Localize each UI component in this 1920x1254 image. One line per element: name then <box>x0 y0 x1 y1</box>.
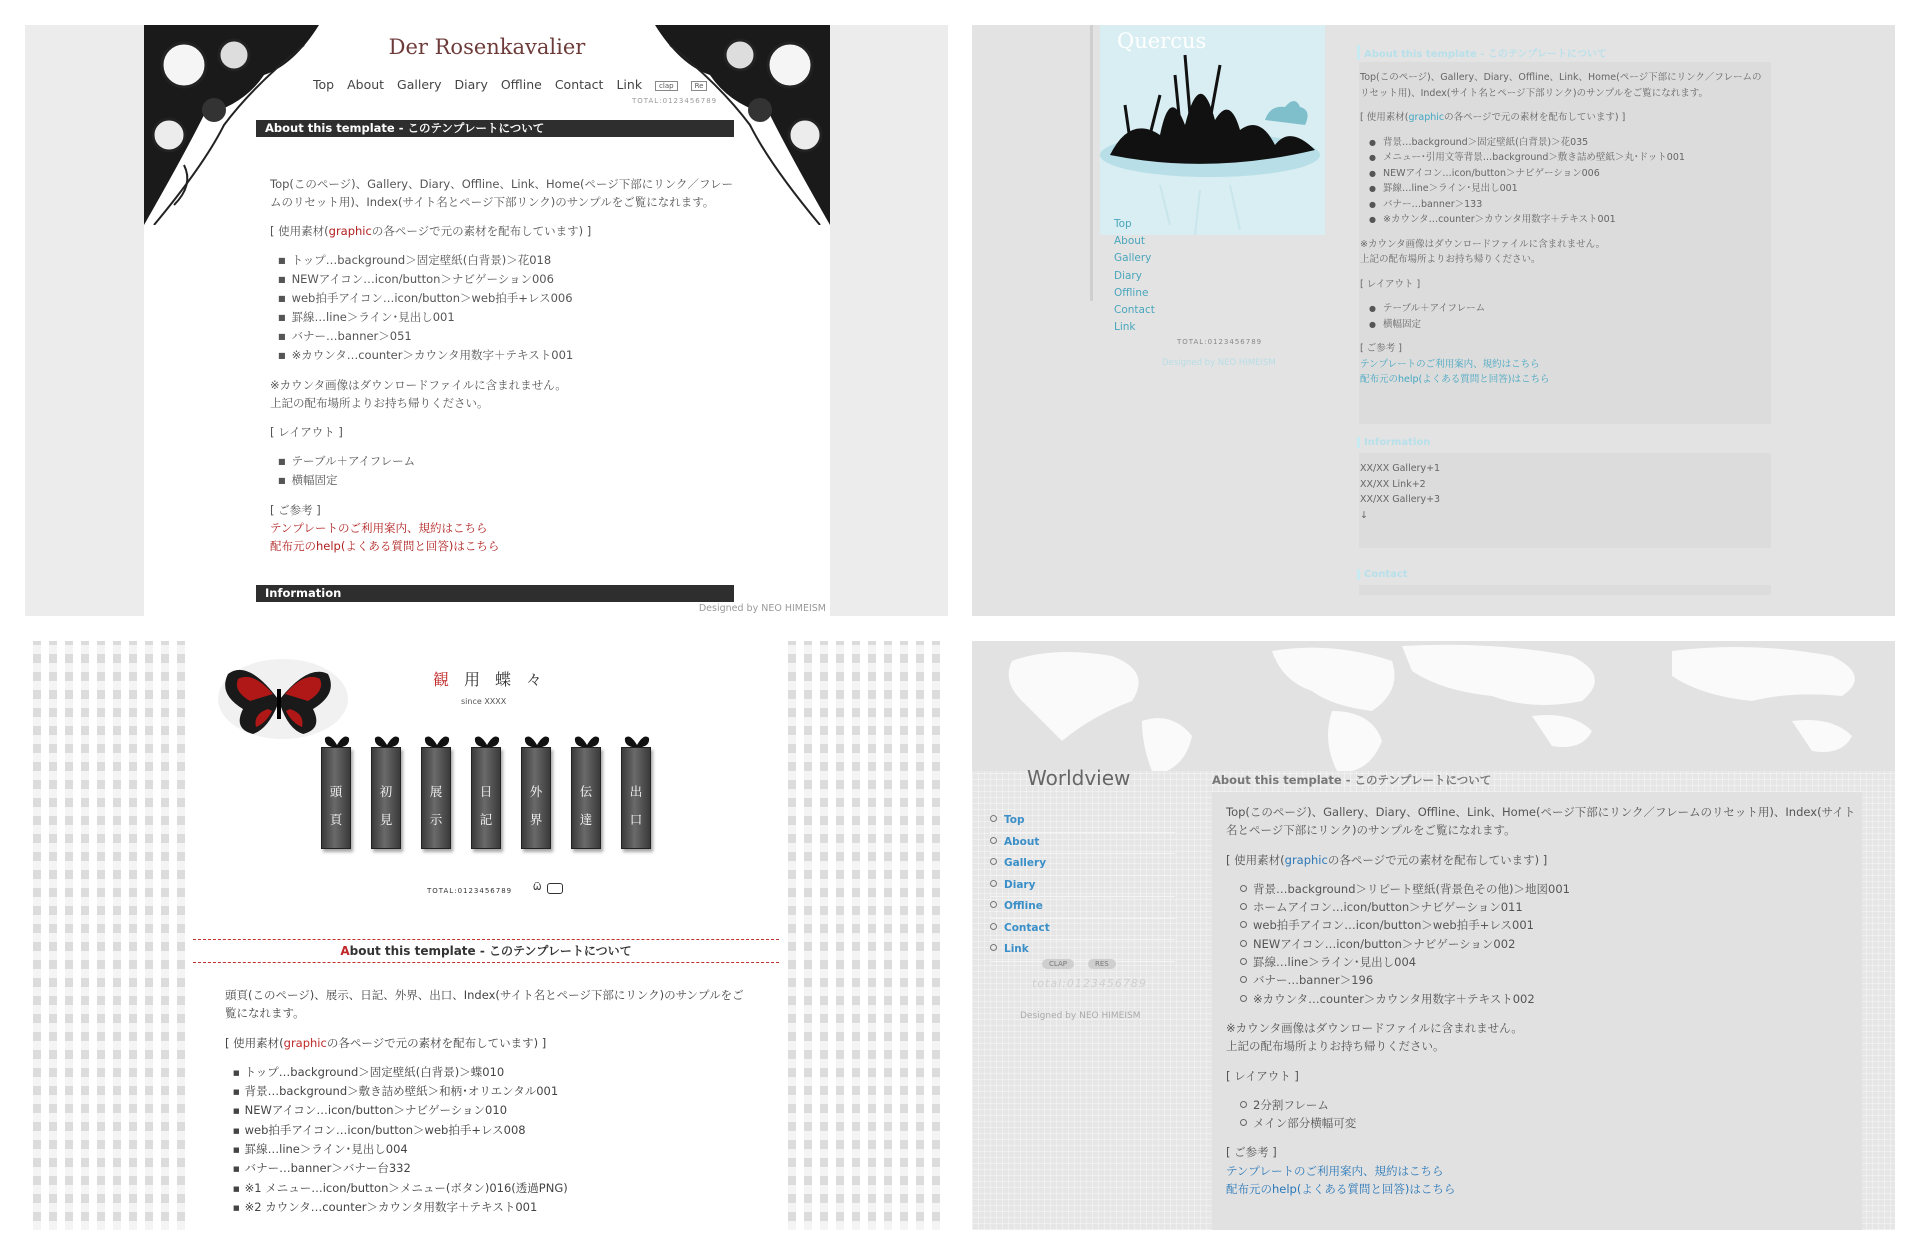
list-item: NEWアイコン…icon/button＞ナビゲーション002 <box>1240 935 1861 953</box>
nav-about-link[interactable]: About <box>1114 235 1146 248</box>
contact-box <box>1359 585 1771 595</box>
list-item: ■ web拍手アイコン…icon/button＞web拍手+レス008 <box>233 1121 750 1140</box>
list-item: ● ※カウンタ…counter＞カウンタ用数字＋テキスト001 <box>1369 212 1765 228</box>
nav-about-link[interactable]: About <box>990 833 1175 855</box>
nav-tag-char: 外 <box>529 784 543 799</box>
list-item: ■ ※2 カウンタ…counter＞カウンタ用数字＋テキスト001 <box>233 1198 750 1217</box>
list-item: XX/XX Link+2 <box>1360 478 1426 490</box>
res-icon[interactable] <box>547 883 563 894</box>
nav-tag-char: 初 <box>379 784 393 799</box>
nav-tag-char: 出 <box>629 784 643 799</box>
nav-diary-link[interactable]: Diary <box>454 77 488 92</box>
list-item: ● 罫線…line＞ライン･見出し001 <box>1369 181 1765 197</box>
terms-link[interactable]: テンプレートのご利用案内、規約はこちら <box>1226 1163 1444 1178</box>
about-section-header: About this template - このテンプレートについて <box>193 939 779 963</box>
contact-section-header: Contact <box>1357 569 1767 580</box>
list-item: ■ トップ…background＞固定壁紙(白背景)＞蝶010 <box>233 1063 750 1082</box>
designer-credit: Designed by NEO HIMEISM <box>1162 358 1276 368</box>
list-item: ■ トップ…background＞固定壁紙(白背景)＞花018 <box>278 251 735 270</box>
about-section-header: About this template - このテンプレートについて <box>1357 45 1767 60</box>
graphic-link[interactable]: graphic <box>1284 852 1328 867</box>
materials-list <box>1360 135 1765 228</box>
layout-heading: [ レイアウト ] <box>1360 278 1421 290</box>
list-item: ■ NEWアイコン…icon/button＞ナビゲーション010 <box>233 1101 750 1120</box>
res-button[interactable]: Re <box>691 81 708 91</box>
nav-tag-3[interactable] <box>421 747 451 849</box>
site-title: Worldview <box>1027 766 1131 790</box>
nav-tag-char: 界 <box>529 812 543 827</box>
site-title: 観用蝶々 <box>433 670 558 689</box>
list-item: ■ NEWアイコン…icon/button＞ナビゲーション006 <box>278 270 735 289</box>
page-body <box>144 25 830 616</box>
nav-tag-6[interactable] <box>571 747 601 849</box>
materials-list <box>225 1063 750 1217</box>
counter-note: ※カウンタ画像はダウンロードファイルに含まれません。 上記の配布場所よりお持ち帰りください。 <box>1360 238 1606 265</box>
list-item: ● テーブル＋アイフレーム <box>1369 301 1765 317</box>
list-item: ● NEWアイコン…icon/button＞ナビゲーション006 <box>1369 166 1765 182</box>
butterfly-template-preview <box>25 641 948 1230</box>
clap-buttons <box>1042 959 1130 969</box>
about-content <box>1360 70 1765 388</box>
circle-bullet-icon <box>990 815 997 822</box>
list-item: ■ テーブル＋アイフレーム <box>278 452 735 471</box>
site-title: Quercus <box>1117 29 1207 53</box>
access-counter: TOTAL:0123456789 <box>1177 338 1263 346</box>
site-title: Der Rosenkavalier <box>388 35 586 59</box>
nav-tag-7[interactable] <box>621 747 651 849</box>
graphic-link[interactable]: graphic <box>328 224 372 238</box>
clap-button[interactable]: clap <box>655 81 678 91</box>
about-content <box>270 175 735 555</box>
list-item: ※カウンタ…counter＞カウンタ用数字＋テキスト002 <box>1240 990 1861 1008</box>
list-item: ● バナー…banner＞133 <box>1369 197 1765 213</box>
list-item: ホームアイコン…icon/button＞ナビゲーション011 <box>1240 898 1861 916</box>
worldview-template-preview <box>972 641 1895 1230</box>
layout-heading: [ レイアウト ] <box>270 425 343 439</box>
list-item: ● 背景…background＞固定壁紙(白背景)＞花035 <box>1369 135 1765 151</box>
nav-diary-link[interactable]: Diary <box>1114 269 1142 282</box>
nav-about-link[interactable]: About <box>347 77 385 92</box>
list-item: ■ 罫線…line＞ライン･見出し001 <box>278 308 735 327</box>
nav-offline-link[interactable]: Offline <box>1114 286 1149 299</box>
counter-note: ※カウンタ画像はダウンロードファイルに含まれません。 上記の配布場所よりお持ち帰りください。 <box>1226 1020 1523 1054</box>
nav-tag-4[interactable] <box>471 747 501 849</box>
list-item: ■ 罫線…line＞ライン･見出し004 <box>233 1140 750 1159</box>
help-link[interactable]: 配布元のhelp(よくある質問と回答)はこちら <box>1226 1182 1456 1197</box>
about-content <box>225 986 750 1217</box>
materials-heading: [ 使用素材(graphicの各ページで元の素材を配布しています) ] <box>1226 852 1548 867</box>
list-item: ■ ※カウンタ…counter＞カウンタ用数字＋テキスト001 <box>278 346 735 365</box>
nav-offline-link[interactable]: Offline <box>500 77 542 92</box>
left-pattern-background <box>25 641 193 1230</box>
list-item: ● 横幅固定 <box>1369 317 1765 333</box>
circle-bullet-icon <box>990 880 997 887</box>
counter-note: ※カウンタ画像はダウンロードファイルに含まれません。 上記の配布場所よりお持ち帰りください。 <box>270 378 567 410</box>
nav-gallery-link[interactable]: Gallery <box>397 77 442 92</box>
list-item: ■ web拍手アイコン…icon/button＞web拍手+レス006 <box>278 289 735 308</box>
list-item: ■ 背景…background＞敷き詰め壁紙＞和柄･オリエンタル001 <box>233 1082 750 1101</box>
layout-list <box>1226 1096 1861 1133</box>
about-section-header: About this template - このテンプレートについて <box>256 120 734 137</box>
intro-text: Top(このページ)、Gallery、Diary、Offline、Link、Home(ページ下部にリンク／フレームのリセット用)、Index(サイト名とページ下部リンク)のサンプルをご覧になれます。 <box>1360 72 1762 99</box>
access-counter: TOTAL:0123456789 <box>427 887 513 895</box>
list-item: XX/XX Gallery+1 <box>1360 463 1441 474</box>
quercus-template-preview <box>972 25 1895 616</box>
layout-heading: [ レイアウト ] <box>1226 1068 1299 1083</box>
list-item: メイン部分横幅可変 <box>1240 1114 1861 1132</box>
clap-button[interactable]: CLAP <box>1042 959 1074 969</box>
reference-heading: [ ご参考 ] <box>1360 343 1402 354</box>
reference-heading: [ ご参考 ] <box>270 503 321 517</box>
list-item: バナー…banner＞196 <box>1240 971 1861 989</box>
circle-bullet-icon <box>990 837 997 844</box>
main-navigation <box>313 77 716 92</box>
world-map-background <box>972 641 1895 771</box>
access-counter: TOTAL:0123456789 <box>632 97 718 105</box>
nav-tag-1[interactable] <box>321 747 351 849</box>
right-pattern-background <box>780 641 948 1230</box>
nav-tag-char: 記 <box>479 812 493 827</box>
terms-link[interactable]: テンプレートのご利用案内、規約はこちら <box>1360 358 1540 370</box>
list-item: ● メニュー･引用文等背景…background＞敷き詰め壁紙＞丸･ドット001 <box>1369 150 1765 166</box>
nav-link-link[interactable]: Link <box>1114 321 1136 334</box>
intro-text: 頭頁(このページ)、展示、日記、外界、出口、Index(サイト名とページ下部にリンク)のサンプルをご覧になれます。 <box>225 988 744 1021</box>
list-item: ■ バナー…banner＞051 <box>278 327 735 346</box>
materials-heading: [ 使用素材(graphicの各ページで元の素材を配布しています) ] <box>270 224 592 238</box>
layout-list <box>1360 301 1765 332</box>
sidebar-navigation <box>990 811 1175 962</box>
list-item: ↓ <box>1360 509 1368 521</box>
help-link[interactable]: 配布元のhelp(よくある質問と回答)はこちら <box>1360 374 1550 385</box>
nav-gallery-link[interactable]: Gallery <box>990 854 1175 876</box>
intro-text: Top(このページ)、Gallery、Diary、Offline、Link、Home(ページ下部にリンク／フレームのリセット用)、Index(サイト名とページ下部にリンク)のサンプルをご覧になれます。 <box>1226 805 1856 838</box>
nav-tag-char: 頭 <box>329 784 343 799</box>
res-button[interactable]: RES <box>1088 959 1116 969</box>
materials-list <box>270 251 735 365</box>
circle-bullet-icon <box>990 858 997 865</box>
nav-diary-link[interactable]: Diary <box>990 876 1175 898</box>
designer-credit: Designed by NEO HIMEISM <box>698 603 826 614</box>
graphic-link[interactable]: graphic <box>1408 112 1445 123</box>
nav-tag-char: 達 <box>579 812 593 827</box>
information-section-header: Information <box>1357 437 1767 448</box>
nav-tag-char: 見 <box>379 812 393 827</box>
terms-link[interactable]: テンプレートのご利用案内、規約はこちら <box>270 521 488 535</box>
nav-contact-link[interactable]: Contact <box>1114 304 1155 317</box>
nav-tag-char: 日 <box>479 784 493 799</box>
circle-bullet-icon <box>990 923 997 930</box>
page-body <box>193 641 779 1230</box>
information-section-header: Information <box>256 585 734 602</box>
access-counter: total:0123456789 <box>1032 977 1147 990</box>
nav-link-link[interactable]: Link <box>616 77 643 92</box>
list-item: 2分割フレーム <box>1240 1096 1861 1114</box>
rosenkavalier-template-preview <box>25 25 948 616</box>
graphic-link[interactable]: graphic <box>283 1035 327 1050</box>
nav-tag-2[interactable] <box>371 747 401 849</box>
nav-top-link[interactable]: Top <box>313 77 335 92</box>
list-item: ■ 横幅固定 <box>278 471 735 490</box>
materials-heading: [ 使用素材(graphicの各ページで元の素材を配布しています) ] <box>1360 112 1626 123</box>
list-item: ■ ※1 メニュー…icon/button＞メニュー(ボタン)016(透過PNG) <box>233 1179 750 1198</box>
circle-bullet-icon <box>990 944 997 951</box>
intro-text: Top(このページ)、Gallery、Diary、Offline、Link、Home(ページ下部にリンク／フレームのリセット用)、Index(サイト名とページ下部リンク)のサンプルをご覧になれます。 <box>270 177 734 209</box>
nav-offline-link[interactable]: Offline <box>990 897 1175 919</box>
layout-list <box>270 452 735 490</box>
nav-top-link[interactable]: Top <box>1114 218 1132 230</box>
since-label: since XXXX <box>461 697 507 706</box>
nav-contact-link[interactable]: Contact <box>990 919 1175 941</box>
materials-heading: [ 使用素材(graphicの各ページで元の素材を配布しています) ] <box>225 1035 547 1050</box>
nav-tag-char: 口 <box>629 812 643 827</box>
about-section-header: About this template - このテンプレートについて <box>1212 773 1492 787</box>
nav-tag-char: 伝 <box>579 784 593 799</box>
nav-tag-char: 示 <box>429 812 443 827</box>
list-item: ■ バナー…banner＞バナー台332 <box>233 1159 750 1178</box>
nav-link-link[interactable]: Link <box>990 940 1175 962</box>
nav-tag-char: 展 <box>429 784 443 799</box>
nav-tag-5[interactable] <box>521 747 551 849</box>
list-item: web拍手アイコン…icon/button＞web拍手+レス001 <box>1240 916 1861 934</box>
help-link[interactable]: 配布元のhelp(よくある質問と回答)はこちら <box>270 539 500 553</box>
circle-bullet-icon <box>990 901 997 908</box>
list-item: XX/XX Gallery+3 <box>1360 494 1441 505</box>
web-clap-icon[interactable]: Ѿ <box>533 883 542 893</box>
nav-contact-link[interactable]: Contact <box>554 77 604 92</box>
nav-tag-char: 頁 <box>329 812 343 827</box>
list-item: 背景…background＞リピート壁紙(背景色その他)＞地図001 <box>1240 880 1861 898</box>
information-list <box>1360 461 1440 523</box>
nav-gallery-link[interactable]: Gallery <box>1114 252 1152 265</box>
materials-list <box>1226 880 1861 1008</box>
list-item: 罫線…line＞ライン･見出し004 <box>1240 953 1861 971</box>
sidebar-navigation <box>1114 216 1155 336</box>
about-content <box>1226 803 1861 1198</box>
nav-top-link[interactable]: Top <box>990 811 1175 833</box>
designer-credit: Designed by NEO HIMEISM <box>1020 1011 1141 1021</box>
reference-heading: [ ご参考 ] <box>1226 1145 1277 1160</box>
